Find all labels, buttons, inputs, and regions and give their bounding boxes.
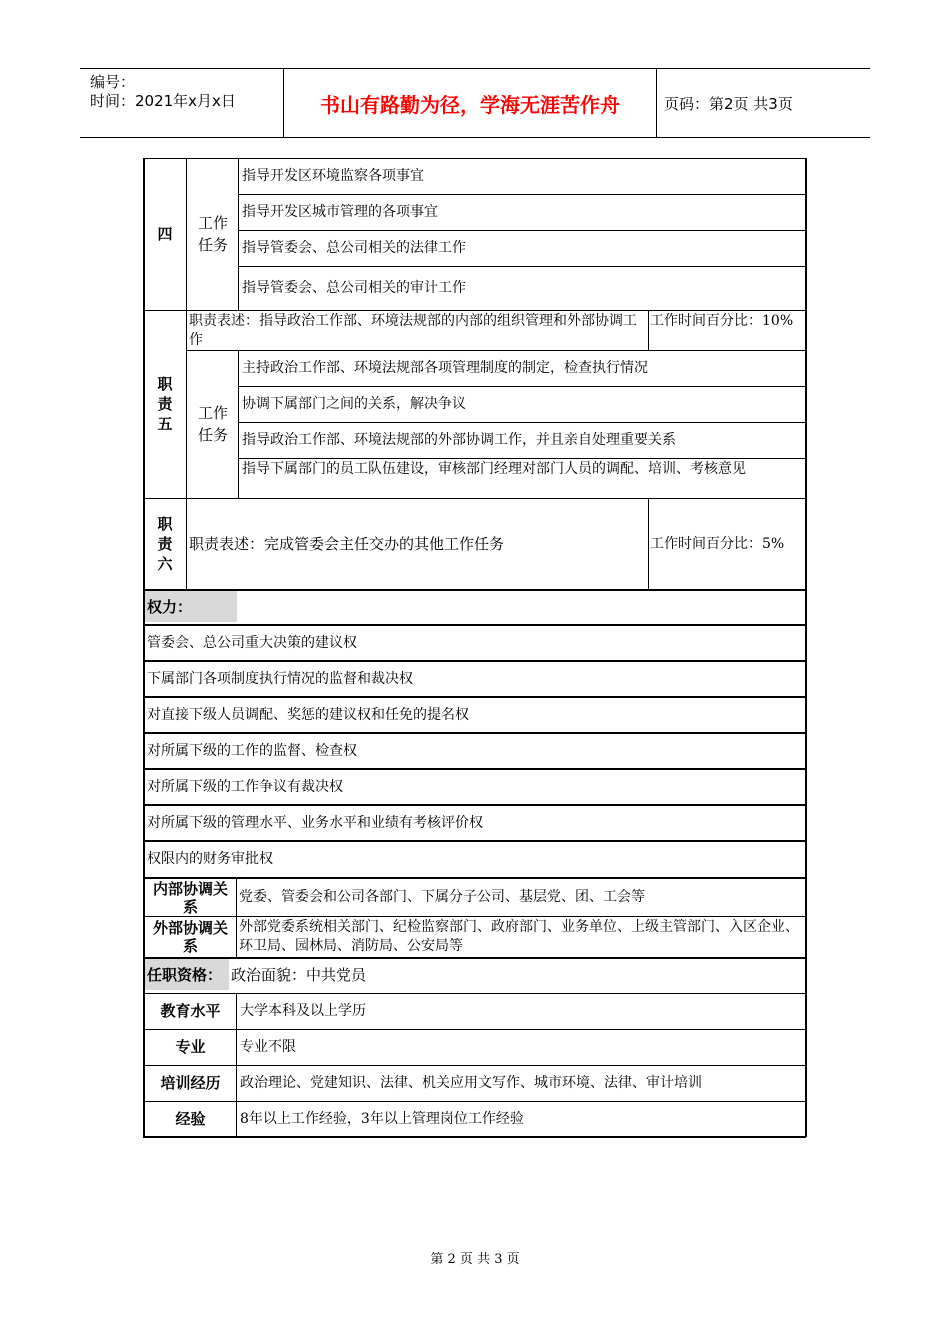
header-motto: 书山有路勤为径，学海无涯苦作舟 [283, 69, 657, 137]
page-footer: 第 2 页 共 3 页 [430, 1252, 520, 1267]
duty5-task-label: 工作任务 [197, 404, 228, 444]
experience-value: 8年以上工作经验，3年以上管理岗位工作经验 [240, 1110, 524, 1127]
duty5-task: 主持政治工作部、环境法规部各项管理制度的制定，检查执行情况 [242, 360, 648, 376]
authority-item: 对所属下级的工作的监督、检查权 [147, 742, 357, 759]
duty5-label: 职责五 [157, 375, 173, 433]
training-label: 培训经历 [160, 1074, 221, 1092]
authority-item: 下属部门各项制度执行情况的监督和裁决权 [147, 670, 413, 687]
number-label: 编号： [90, 73, 136, 91]
authority-item: 对所属下级的管理水平、业务水平和业绩有考核评价权 [147, 814, 483, 831]
duty4-task: 指导管委会、总公司相关的审计工作 [242, 280, 466, 296]
major-label: 专业 [175, 1038, 206, 1056]
authority-item: 对所属下级的工作争议有裁决权 [147, 778, 343, 795]
internal-relations-value: 党委、管委会和公司各部门、下属分子公司、基层党、团、工会等 [239, 889, 645, 905]
duty5-task: 指导下属部门的员工队伍建设，审核部门经理对部门人员的调配、培训、考核意见 [242, 461, 746, 477]
duty5-task: 指导政治工作部、环境法规部的外部协调工作，并且亲自处理重要关系 [242, 432, 676, 448]
duty4-task: 指导开发区城市管理的各项事宜 [242, 204, 438, 220]
qualification-title: 任职资格： [147, 966, 223, 984]
duty4-task: 指导开发区环境监察各项事宜 [242, 168, 424, 184]
time-label: 时间：2021年x月x日 [90, 92, 236, 110]
duty6-label: 职责六 [157, 515, 173, 573]
political-status: 政治面貌：中共党员 [231, 966, 367, 984]
training-value: 政治理论、党建知识、法律、机关应用文写作、城市环境、法律、审计培训 [240, 1075, 702, 1091]
education-label: 教育水平 [160, 1002, 221, 1020]
authority-item: 权限内的财务审批权 [147, 851, 273, 867]
experience-label: 经验 [175, 1109, 206, 1128]
authority-item: 管委会、总公司重大决策的建议权 [147, 634, 357, 651]
authority-title: 权力： [147, 598, 193, 616]
duty4-task: 指导管委会、总公司相关的法律工作 [242, 240, 466, 256]
header-page-label: 页码：第2页 共3页 [664, 94, 793, 113]
authority-item: 对直接下级人员调配、奖惩的建议权和任免的提名权 [147, 706, 469, 723]
duty4-task-label: 工作任务 [197, 214, 228, 254]
duty5-percent: 工作时间百分比：10% [650, 313, 794, 329]
duty4-number: 四 [157, 224, 173, 243]
duty5-task: 协调下属部门之间的关系，解决争议 [242, 396, 466, 412]
external-relations-label: 外部协调关系 [152, 919, 228, 955]
education-value: 大学本科及以上学历 [240, 1003, 366, 1019]
external-relations-value: 外部党委系统相关部门、纪检监察部门、政府部门、业务单位、上级主管部门、入区企业、环卫局、园林局、消防局、公安局等 [239, 919, 799, 954]
duty6-description: 职责表述：完成管委会主任交办的其他工作任务 [189, 534, 505, 553]
duty6-percent: 工作时间百分比：5% [650, 535, 785, 552]
internal-relations-label: 内部协调关系 [152, 879, 228, 916]
duty5-description: 职责表述：指导政治工作部、环境法规部的内部的组织管理和外部协调工作 [189, 313, 637, 348]
major-value: 专业不限 [240, 1039, 296, 1055]
